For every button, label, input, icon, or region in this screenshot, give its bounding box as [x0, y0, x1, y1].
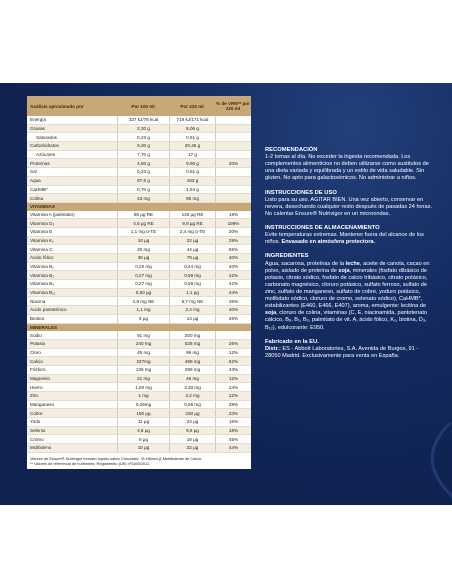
table-row	[27, 375, 251, 384]
row-per-220ml: 18 µg	[169, 435, 215, 443]
section-minerales: MINERALES	[27, 324, 251, 332]
row-vrn: 55%	[215, 245, 251, 253]
row-vrn: 62%	[215, 357, 251, 365]
row-vrn	[215, 116, 251, 124]
row-per-220ml: 719 kJ/171 kcal	[169, 116, 215, 124]
row-vrn: 28%	[215, 401, 251, 409]
row-nutrient: Vitamina B₆	[30, 281, 54, 287]
row-nutrient: Cobre	[30, 410, 43, 416]
table-row	[27, 125, 251, 134]
row-nutrient: Vitamina A (palmitato)	[30, 211, 75, 217]
row-per-220ml: 44 µg	[169, 245, 215, 253]
table-row	[27, 331, 251, 340]
row-nutrient: Proteínas	[30, 160, 50, 166]
row-nutrient: Carbohidratos	[30, 143, 59, 149]
row-vrn: 12%	[215, 375, 251, 383]
row-per-100ml: 87,6 g	[117, 177, 169, 185]
table-row	[27, 159, 251, 168]
row-nutrient: Magnesio	[30, 375, 50, 381]
row-nutrient: Vitamina E	[30, 229, 53, 235]
ingredientes-title: INGREDIENTES	[265, 253, 309, 260]
row-per-220ml: 1,54 g	[169, 186, 215, 194]
table-row	[27, 211, 251, 220]
row-per-100ml: 36 µg	[117, 254, 169, 262]
row-nutrient: Sodio	[30, 332, 42, 338]
almacen-text: Evite temperaturas extremas. Mantener fuera del alcance de los niños.	[265, 232, 424, 246]
almacen-bold: Envasado en atmósfera protectora.	[281, 239, 376, 246]
table-row	[27, 186, 251, 195]
row-vrn	[215, 186, 251, 194]
row-per-100ml: 6 µg	[117, 315, 169, 323]
table-row	[27, 245, 251, 254]
row-nutrient: Vitamina B₁	[30, 264, 54, 270]
table-row	[27, 315, 251, 324]
row-per-100ml: 136 mg	[117, 366, 169, 374]
row-per-100ml: 0,20 mg	[117, 263, 169, 271]
row-vrn	[215, 125, 251, 133]
row-vrn: 40%	[215, 306, 251, 314]
row-vrn	[215, 331, 251, 339]
row-per-100ml: 10 µg	[117, 237, 169, 245]
row-nutrient: Selenio	[30, 428, 46, 434]
row-nutrient: Manganeso	[30, 402, 55, 408]
mineral-rows	[27, 331, 251, 453]
row-per-100ml: 0,27 mg	[117, 280, 169, 288]
almacen-title: INSTRUCCIONES DE ALMACENAMIENTO	[265, 225, 380, 232]
row-per-100ml: 0,23 g	[117, 133, 169, 141]
recomendacion-title: RECOMENDACIÓN	[265, 147, 318, 153]
row-per-220ml: 330 µg	[169, 409, 215, 417]
row-per-220ml: 0,55 mg	[169, 401, 215, 409]
row-vrn: 16%	[215, 418, 251, 426]
row-per-220ml: 528 mg	[169, 340, 215, 348]
row-nutrient: Yodo	[30, 419, 41, 425]
row-vrn: 44%	[215, 444, 251, 452]
row-vrn: 42%	[215, 280, 251, 288]
row-per-100ml: 0,23 g	[117, 168, 169, 176]
row-nutrient: Vitamina D₃	[30, 220, 55, 226]
table-row	[27, 194, 251, 203]
row-nutrient: Potasio	[30, 341, 46, 347]
row-per-220ml: 24 µg	[169, 418, 215, 426]
row-vrn	[215, 168, 251, 176]
row-per-220ml: 0,51 g	[169, 168, 215, 176]
distr-text: ES - Abbott Laboratories, S.A. Avenida de Burgos, 91 - 28050 Madrid. Exclusivamente para venta en España.	[265, 345, 419, 359]
row-per-100ml: 1,1 mg α-TE	[117, 228, 169, 236]
row-per-100ml: 240 mg	[117, 340, 169, 348]
row-nutrient: Zinc	[30, 393, 39, 399]
row-per-220ml: 22 µg	[169, 237, 215, 245]
row-nutrient: Niacina	[30, 298, 46, 304]
decorative-swoosh-icon	[380, 423, 452, 503]
table-row	[27, 392, 251, 401]
row-vrn: 20%	[215, 228, 251, 236]
row-per-100ml: 20 mg	[117, 245, 169, 253]
row-per-100ml: 21 mg	[117, 375, 169, 383]
row-vrn	[215, 194, 251, 202]
ing-2: , aceite de canola, cacao en polvo, aislado de proteína de	[265, 260, 430, 274]
row-vrn: 22%	[215, 392, 251, 400]
footnote-1: Valores de Ensure® Nutrivigor formato líquido sabor Chocolate. *β-Hidroxi-β-Metilbutirato de Calcio.	[30, 455, 203, 461]
table-row	[27, 289, 251, 298]
ing-soja-2: soja	[265, 310, 277, 317]
row-per-220ml: 0,44 mg	[169, 263, 215, 271]
ing-1: Agua, sacarosa, proteínas de la	[265, 260, 346, 267]
row-per-220ml: 2,2 mg	[169, 392, 215, 400]
row-vrn: 26%	[215, 315, 251, 323]
table-row	[27, 340, 251, 349]
table-row	[27, 306, 251, 315]
row-nutrient: Calcio	[30, 358, 43, 364]
row-per-100ml: 43 mg	[117, 194, 169, 202]
ingredientes-paragraph	[265, 261, 433, 332]
header-analysis: Análisis aproximado por	[30, 103, 84, 109]
row-nutrient: Ácido pantoténico	[30, 307, 67, 313]
row-per-100ml: 0,70 g	[117, 186, 169, 194]
table-row	[27, 228, 251, 237]
row-per-220ml: 193 g	[169, 177, 215, 185]
row-per-220ml: 3,30 mg	[169, 383, 215, 391]
table-footnotes	[27, 453, 251, 469]
row-per-220ml: 2,4 mg	[169, 306, 215, 314]
table-row	[27, 133, 251, 142]
distr-paragraph	[265, 346, 433, 360]
row-nutrient: Cloro	[30, 349, 41, 355]
row-per-220ml: 9,90 g	[169, 159, 215, 167]
uso-text: Listo para su uso. AGITAR BIEN. Una vez abierto, conservar en nevera, desechando cualquier resto después de pasadas 24 horas. No calentar Ensure® Nutrivigor en un microondas.	[265, 196, 432, 217]
row-per-220ml: 9,9 µg RE	[169, 219, 215, 227]
ing-soja-1: soja	[338, 267, 350, 274]
row-per-100ml: 4,5 µg RE	[117, 219, 169, 227]
row-per-100ml: 2,6 mg NE	[117, 297, 169, 305]
row-vrn: 24%	[215, 383, 251, 391]
row-per-220ml: 20,46 g	[169, 142, 215, 150]
row-nutrient: Vitamina K₁	[30, 237, 54, 243]
row-nutrient: CaHMB*	[30, 186, 48, 192]
fabricado-title: Fabricado en la EU.	[265, 338, 319, 345]
table-row	[27, 280, 251, 289]
row-per-100ml: 1,1 mg	[117, 306, 169, 314]
row-per-220ml: 145 µg RE	[169, 211, 215, 219]
table-row	[27, 297, 251, 306]
row-nutrient: Agua	[30, 178, 41, 184]
table-row	[27, 219, 251, 228]
recomendacion-text: 1-2 tomas al día. No exceder la ingesta recomendada. Los complementos alimenticios no deben utilizarse como sustitutos de una dieta variada y equilibrada y un estilo de vida saludable. Sin gluten. No apto para galactosémicos. No administrar a niños.	[265, 154, 429, 182]
table-row	[27, 271, 251, 280]
row-nutrient: Cromo	[30, 436, 44, 442]
row-vrn	[215, 177, 251, 185]
table-row	[27, 168, 251, 177]
section-vitaminas: VITAMINAS	[27, 203, 251, 211]
row-nutrient: Azúcares	[36, 152, 56, 158]
row-vrn: 40%	[215, 254, 251, 262]
row-nutrient: Grasas	[30, 126, 45, 132]
table-row	[27, 401, 251, 410]
row-per-100ml: 227mg	[117, 357, 169, 365]
row-vrn: 20%	[215, 159, 251, 167]
table-row	[27, 116, 251, 125]
row-vrn	[215, 133, 251, 141]
table-row	[27, 383, 251, 392]
row-vrn: 26%	[215, 340, 251, 348]
row-per-220ml: 2,4 mg α-TE	[169, 228, 215, 236]
table-row	[27, 409, 251, 418]
header-per-100ml: Por 100 ml	[131, 103, 155, 109]
row-per-220ml: 5,06 g	[169, 125, 215, 133]
row-per-220ml: 0,59 mg	[169, 280, 215, 288]
row-vrn	[215, 142, 251, 150]
row-per-220ml: 200 mg	[169, 331, 215, 339]
row-per-220ml: 299 mg	[169, 366, 215, 374]
row-nutrient: Saturados	[36, 134, 57, 140]
table-row	[27, 357, 251, 366]
row-per-220ml: 17 g	[169, 151, 215, 159]
row-vrn: 43%	[215, 366, 251, 374]
row-per-100ml: 11 µg	[117, 418, 169, 426]
row-nutrient: Vitamina B₁₂	[30, 290, 56, 296]
table-row	[27, 151, 251, 160]
nutrition-table	[27, 96, 251, 469]
row-vrn: 18%	[215, 211, 251, 219]
row-per-220ml: 1,1 µg	[169, 289, 215, 297]
table-row	[27, 142, 251, 151]
row-per-220ml: 0,59 mg	[169, 271, 215, 279]
uso-title: INSTRUCCIONES DE USO	[265, 189, 337, 196]
ing-3: , minerales (fosfato dibásico de potasio, citrato sódico, fosfato de calcio tribásico, citrato potásico, carbonato magnésico, cloruro potásico, sulfato ferroso, sulfato de zinc, sulfato de manganeso, sulfato de cobre, yoduro potásico, molibdato sódico, cloruro de cromo, selenato sódico), CaHMB*, estabilizantes (E460, E466, E407), aroma, emulgente: lecitina de	[265, 267, 428, 310]
row-per-100ml: 8 µg	[117, 435, 169, 443]
row-per-100ml: 4,50 g	[117, 159, 169, 167]
table-row	[27, 427, 251, 436]
table-row	[27, 366, 251, 375]
row-per-100ml: 1 mg	[117, 392, 169, 400]
ing-4: , cloruro de colina, vitaminas (C, E, niacinamida, pantotenato cálcico, B₆, B₁, B₂, palmitato de vit. A, ácido fólico, K₁, biotina, D₃, B₁₂), edulcorante: E950.	[265, 310, 428, 331]
row-nutrient: Energía	[30, 117, 47, 123]
row-per-220ml: 46 mg	[169, 375, 215, 383]
table-row	[27, 349, 251, 358]
row-per-100ml: 4,5 µg	[117, 427, 169, 435]
product-info-panel	[0, 83, 452, 505]
row-vrn: 29%	[215, 237, 251, 245]
ing-leche: leche	[345, 260, 360, 267]
table-header	[27, 96, 251, 116]
row-vrn: 12%	[215, 349, 251, 357]
row-per-100ml: 9,30 g	[117, 142, 169, 150]
row-per-100ml: 91 mg	[117, 331, 169, 339]
row-per-220ml: 99 mg	[169, 349, 215, 357]
product-text-column	[265, 147, 433, 367]
main-rows	[27, 116, 251, 203]
row-per-100ml: 327 kJ/78 kcal	[117, 116, 169, 124]
row-nutrient: Fósforo	[30, 367, 46, 373]
row-per-100ml: 66 µg RE	[117, 211, 169, 219]
row-per-100ml: 45 mg	[117, 349, 169, 357]
row-per-100ml: 1,50 mg	[117, 383, 169, 391]
row-per-100ml: 0,27 mg	[117, 271, 169, 279]
table-row	[27, 418, 251, 427]
row-vrn: 18%	[215, 427, 251, 435]
vitamin-rows	[27, 211, 251, 324]
row-per-220ml: 79 µg	[169, 254, 215, 262]
row-vrn: 45%	[215, 435, 251, 443]
header-vrn: % de VRN** por 220 ml	[216, 101, 250, 111]
table-row	[27, 435, 251, 444]
table-row	[27, 263, 251, 272]
footnote-2: ** Valores de referencia de nutrientes: Reglamento (UE) nº1169/2011.	[30, 460, 151, 466]
row-per-220ml: 0,51 g	[169, 133, 215, 141]
row-nutrient: Vitamina C	[30, 246, 53, 252]
row-vrn: 40%	[215, 263, 251, 271]
row-nutrient: Hierro	[30, 384, 43, 390]
row-vrn: 198%	[215, 219, 251, 227]
row-per-100ml: 7,70 g	[117, 151, 169, 159]
row-per-100ml: 10 µg	[117, 444, 169, 452]
row-nutrient: Biotina	[30, 316, 45, 322]
row-per-100ml: 2,30 g	[117, 125, 169, 133]
row-nutrient: Sal	[30, 169, 37, 175]
row-vrn: 36%	[215, 297, 251, 305]
row-nutrient: Ácido fólico	[30, 255, 54, 261]
row-per-100ml: 150 µg	[117, 409, 169, 417]
row-vrn	[215, 151, 251, 159]
table-row	[27, 254, 251, 263]
row-vrn: 33%	[215, 409, 251, 417]
row-per-100ml: 0,50 µg	[117, 289, 169, 297]
distr-label: Distr.:	[265, 345, 281, 352]
almacen-paragraph	[265, 232, 433, 246]
row-per-220ml: 5,7 mg NE	[169, 297, 215, 305]
table-row	[27, 177, 251, 186]
row-vrn: 44%	[215, 289, 251, 297]
row-nutrient: Colina	[30, 195, 44, 201]
header-per-220ml: Por 220 ml	[180, 103, 204, 109]
table-row	[27, 444, 251, 453]
row-per-100ml: 0,25mg	[117, 401, 169, 409]
table-row	[27, 237, 251, 246]
row-per-220ml: 9,9 µg	[169, 427, 215, 435]
row-nutrient: Molibdeno	[30, 445, 52, 451]
row-vrn: 42%	[215, 271, 251, 279]
row-per-220ml: 499 mg	[169, 357, 215, 365]
row-nutrient: Vitamina B₂	[30, 272, 54, 278]
row-per-220ml: 13 µg	[169, 315, 215, 323]
row-per-220ml: 22 µg	[169, 444, 215, 452]
row-per-220ml: 95 mg	[169, 194, 215, 202]
